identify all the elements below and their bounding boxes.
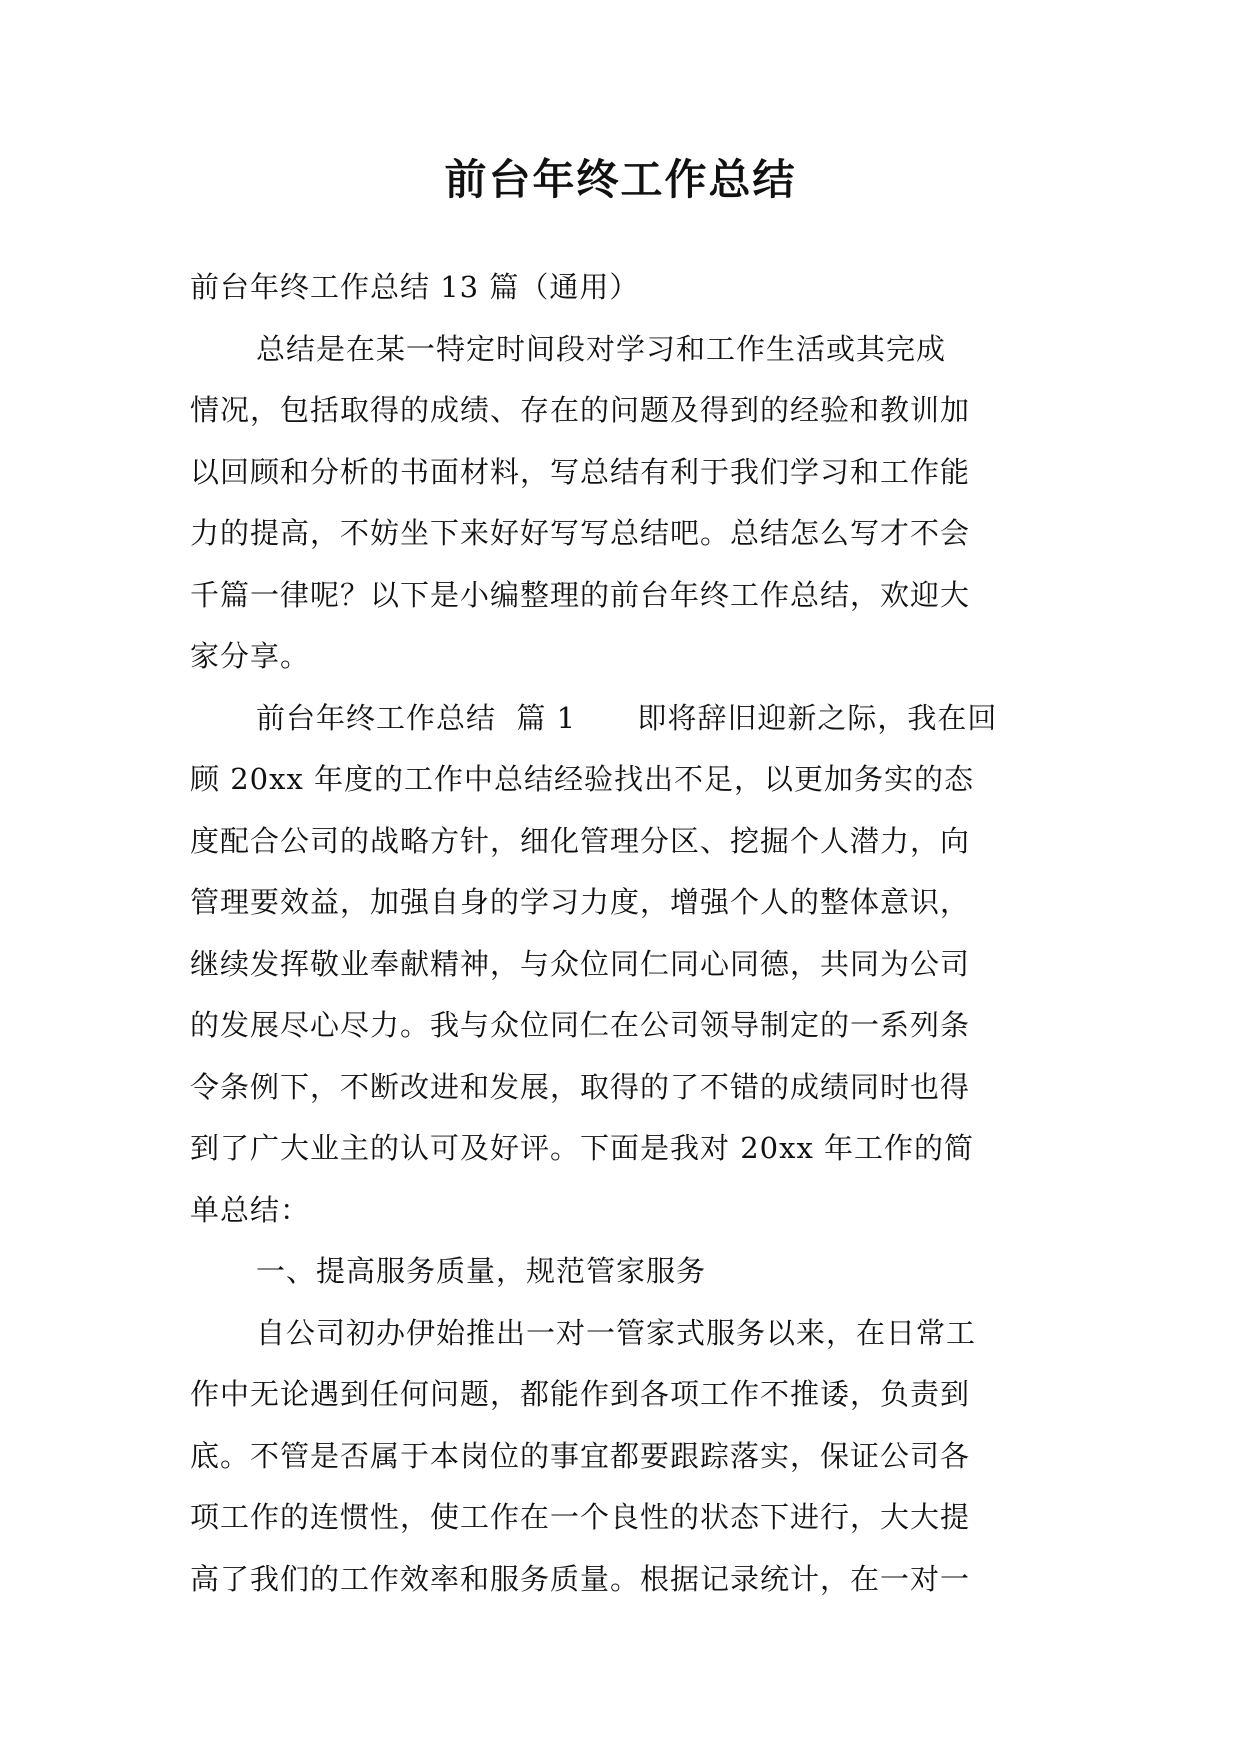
document-title: 前台年终工作总结	[444, 155, 797, 204]
paragraph-line: 项工作的连惯性，使工作在一个良性的状态下进行，大大提	[190, 1500, 971, 1534]
paragraph-line: 千篇一律呢？以下是小编整理的前台年终工作总结，欢迎大	[190, 577, 971, 612]
paragraph-line: 作中无论遇到任何问题，都能作到各项工作不推诿，负责到	[190, 1377, 971, 1411]
paragraph-line: 总结是在某一特定时间段对学习和工作生活或其完成	[256, 331, 947, 366]
paragraph-line: 到了广大业主的认可及好评。下面是我对 20xx 年工作的简	[190, 1131, 975, 1165]
paragraph-line: 前台年终工作总结 篇 1 即将辞旧迎新之际，我在回	[256, 700, 998, 735]
paragraph-line: 情况，包括取得的成绩、存在的问题及得到的经验和教训加	[190, 393, 971, 427]
paragraph-line: 的发展尽心尽力。我与众位同仁在公司领导制定的一系列条	[190, 1008, 971, 1042]
paragraph-line: 家分享。	[190, 639, 311, 673]
paragraph-line: 度配合公司的战略方针，细化管理分区、挖掘个人潜力，向	[190, 823, 971, 858]
paragraph-line: 力的提高，不妨坐下来好好写写总结吧。总结怎么写才不会	[190, 516, 971, 550]
paragraph-line: 高了我们的工作效率和服务质量。根据记录统计，在一对一	[190, 1561, 971, 1596]
paragraph-line: 以回顾和分析的书面材料，写总结有利于我们学习和工作能	[190, 454, 971, 489]
paragraph-line: 管理要效益，加强自身的学习力度，增强个人的整体意识，	[190, 885, 971, 919]
document-body	[190, 257, 1056, 1610]
paragraph-line: 单总结：	[190, 1192, 311, 1227]
paragraph-line: 继续发挥敬业奉献精神，与众位同仁同心同德，共同为公司	[190, 946, 971, 981]
paragraph-line: 自公司初办伊始推出一对一管家式服务以来，在日常工	[256, 1315, 977, 1350]
section-heading: 一、提高服务质量，规范管家服务	[256, 1254, 707, 1288]
subtitle-line: 前台年终工作总结 13 篇（通用）	[190, 270, 640, 304]
paragraph-line: 顾 20xx 年度的工作中总结经验找出不足，以更加务实的态	[190, 762, 975, 796]
paragraph-line: 底。不管是否属于本岗位的事宜都要跟踪落实，保证公司各	[190, 1438, 971, 1473]
paragraph-line: 令条例下，不断改进和发展，取得的了不错的成绩同时也得	[190, 1069, 971, 1104]
